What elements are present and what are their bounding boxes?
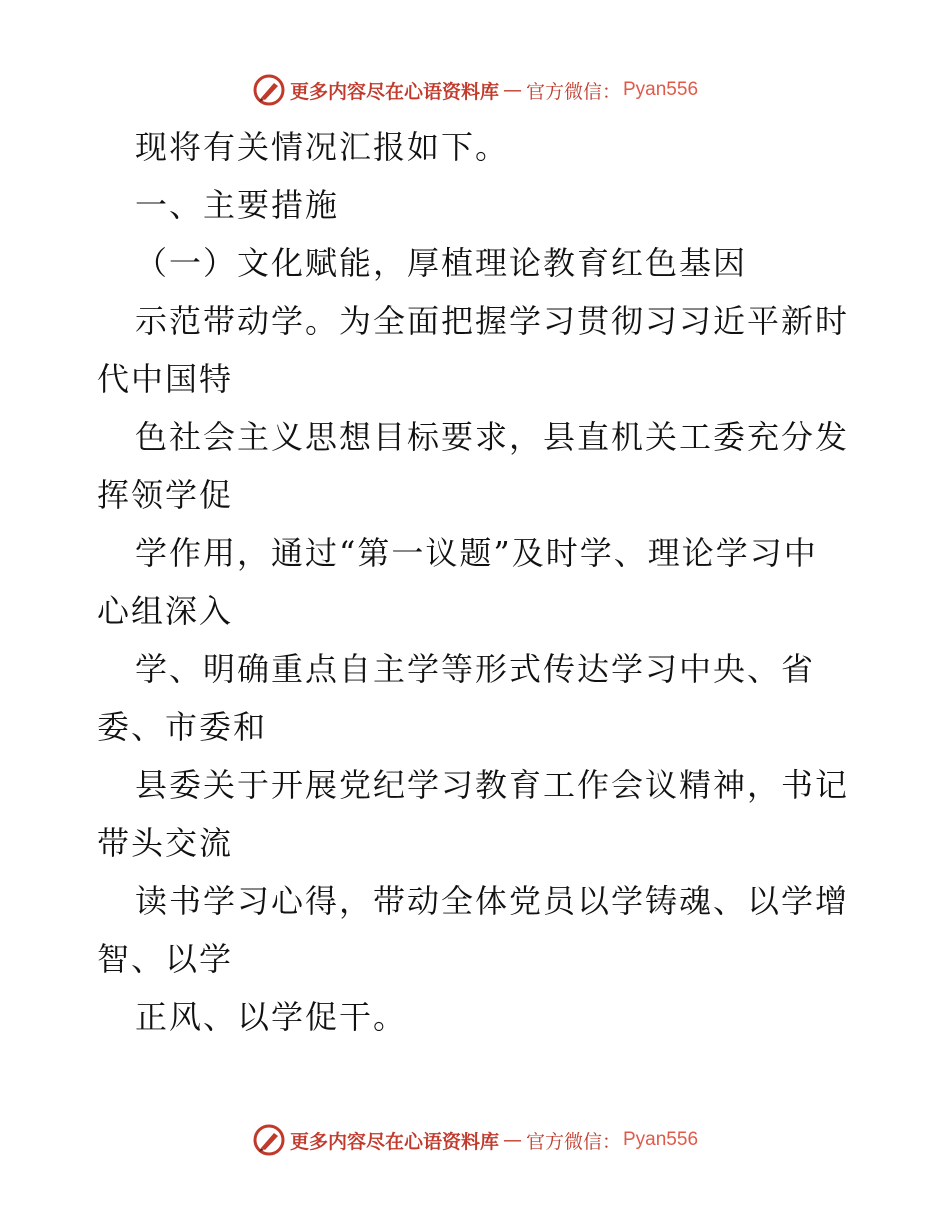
text-line: 带头交流 <box>97 824 234 862</box>
text-line: 智、以学 <box>97 940 234 978</box>
text-line: 代中国特 <box>97 360 234 398</box>
pen-logo-icon <box>252 73 286 107</box>
text-line: 示范带动学。为全面把握学习贯彻习习近平新时 <box>135 302 850 340</box>
text-line: 读书学习心得，带动全体党员以学铸魂、以学增 <box>135 882 850 920</box>
watermark-wechat-id: Pyan556 <box>623 79 699 100</box>
watermark-separator: — <box>502 1129 522 1151</box>
text-line: 现将有关情况汇报如下。 <box>135 128 510 166</box>
footer-watermark <box>0 1120 950 1160</box>
text-line: 心组深入 <box>97 592 234 630</box>
pen-logo-icon <box>252 1123 286 1157</box>
header-watermark <box>0 70 950 110</box>
section-heading: 一、主要措施 <box>135 186 340 224</box>
watermark-wechat-id: Pyan556 <box>623 1129 699 1150</box>
watermark-text: 更多内容尽在心语资料库 <box>289 80 499 103</box>
subsection-heading: （一）文化赋能，厚植理论教育红色基因 <box>135 244 748 282</box>
text-line: 学作用，通过“第一议题”及时学、理论学习中 <box>135 534 818 572</box>
text-line: 挥领学促 <box>97 476 234 514</box>
watermark-official-label: 官方微信： <box>525 1130 621 1153</box>
text-line: 委、市委和 <box>97 708 268 746</box>
text-line: 县委关于开展党纪学习教育工作会议精神，书记 <box>135 766 850 804</box>
watermark-official-label: 官方微信： <box>525 80 621 103</box>
text-line: 色社会主义思想目标要求，县直机关工委充分发 <box>135 418 850 456</box>
document-body <box>97 118 857 1046</box>
watermark-separator: — <box>502 79 522 101</box>
text-line: 正风、以学促干。 <box>135 998 408 1036</box>
watermark-text: 更多内容尽在心语资料库 <box>289 1130 499 1153</box>
text-line: 学、明确重点自主学等形式传达学习中央、省 <box>135 650 816 688</box>
